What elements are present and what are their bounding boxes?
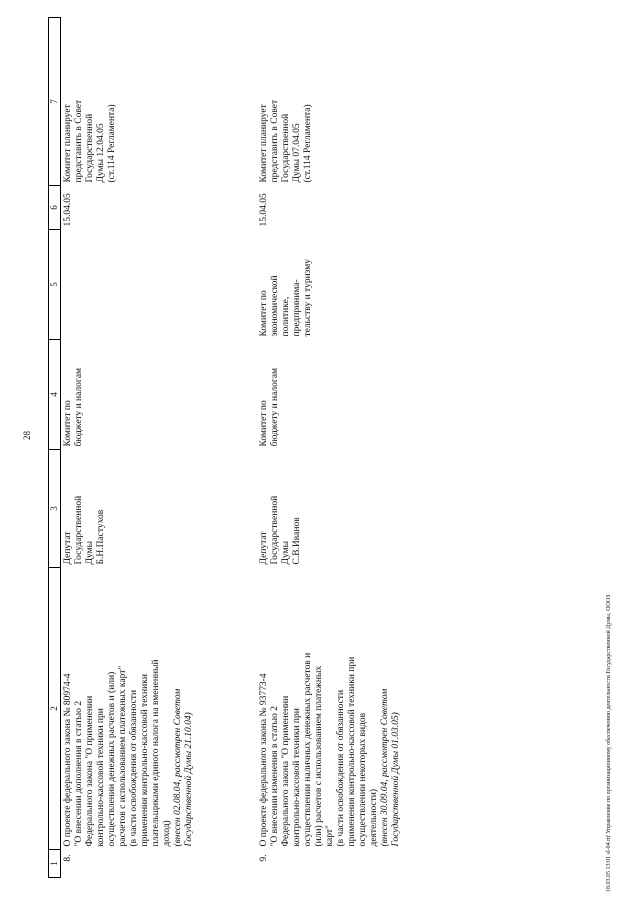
text-line: Федерального закона "О применении [85, 695, 95, 847]
text-line: Государственной [85, 113, 95, 183]
text-line: (в части освобождения от обязанности [129, 689, 139, 847]
text-line: предпринима- [291, 279, 302, 337]
column-header-2: 2 [49, 568, 61, 850]
text-line: "О внесении дополнения в статью 2 [74, 700, 84, 847]
plan-cell [257, 18, 507, 186]
text-line: применения контрольно-кассовой техники [140, 674, 150, 847]
text-line: Комитет планирует [63, 104, 73, 183]
date-cell: 15.04.05 [63, 193, 73, 227]
text-line: расчетов с использованием платежных карт" [118, 665, 128, 847]
author-cell [61, 450, 257, 568]
text-line: Комитет по [63, 400, 73, 447]
header-row [49, 18, 61, 878]
text-line: Государственной [269, 495, 280, 565]
text-line: (или) расчетов с использованием платежных [313, 665, 324, 847]
author-cell [257, 450, 507, 568]
text-line: контрольно-кассовой техники при [96, 708, 106, 847]
text-line: Б.Н.Пастухов [96, 509, 106, 565]
text-line: (внесен 30.09.04, рассмотрен Советом [379, 688, 390, 847]
text-line: Федерального закона "О применении [280, 695, 291, 847]
text-line: Думы 07.04.05 [291, 123, 302, 183]
plan-cell [61, 18, 257, 186]
text-line: осуществлении денежных расчетов и (или) [107, 671, 117, 847]
co-committee-cell [61, 230, 257, 340]
bill-description-cell [257, 568, 507, 850]
text-line: (в части освобождения от обязанности [335, 689, 346, 847]
rotated-document [48, 18, 598, 878]
text-line: Государственной [74, 495, 84, 565]
text-line: (ст.114 Регламента) [302, 104, 313, 183]
column-header-7: 7 [49, 18, 61, 186]
text-line: О проекте федерального закона № 80974-4 [63, 673, 73, 847]
text-line: С.В.Иванов [291, 517, 302, 565]
column-header-5: 5 [49, 230, 61, 340]
text-line: плательщиками единого налога на вмененный [151, 659, 161, 847]
column-header-3: 3 [49, 450, 61, 568]
text-line: представить в Совет [74, 99, 84, 183]
responsible-committee-cell [257, 340, 507, 450]
text-line: доход) [162, 820, 172, 847]
row-number-cell: 9. [258, 854, 269, 862]
text-line: Думы [85, 541, 95, 565]
text-line: бюджету и налогам [74, 367, 84, 447]
table-row [257, 18, 507, 878]
text-line: Думы 12.04.05 [96, 123, 106, 183]
co-committee-cell [257, 230, 507, 340]
responsible-committee-cell [61, 340, 257, 450]
text-line: Комитет по [258, 400, 269, 447]
page-number: 28 [22, 431, 32, 440]
text-line: Депутат [63, 531, 73, 565]
table-row [61, 18, 257, 878]
footer-text: 18.03.05 13:01 sl-04.rtf Управление по организационному обеспечению деятельности Государственной Думы, ОООЗ [606, 594, 612, 892]
text-line: тельству и туризму [302, 258, 313, 337]
column-header-4: 4 [49, 340, 61, 450]
text-line: осуществлении наличных денежных расчетов и [302, 652, 313, 847]
text-line: карт" [324, 825, 335, 847]
bill-description-cell [61, 568, 257, 850]
text-line: осуществлении некоторых видов [357, 712, 368, 847]
text-line: применения контрольно-кассовой техники при [346, 656, 357, 847]
text-line: представить в Совет [269, 99, 280, 183]
text-line: деятельности) [368, 788, 379, 847]
row-number-cell: 8. [63, 854, 73, 862]
column-header-6: 6 [49, 186, 61, 230]
text-line: Государственной Думы 01.03.05) [390, 712, 401, 847]
text-line: Комитет по [258, 290, 269, 337]
text-line: политике, [280, 296, 291, 337]
text-line: Государственной Думы 21.10.04) [184, 712, 194, 847]
text-line: Депутат [258, 531, 269, 565]
text-line: "О внесении изменения в статью 2 [269, 706, 280, 847]
text-line: Думы [280, 541, 291, 565]
text-line: Комитет планирует [258, 104, 269, 183]
text-line: экономической [269, 275, 280, 337]
text-line: контрольно-кассовой техники при [291, 708, 302, 847]
text-line: Государственной [280, 113, 291, 183]
text-line: (внесен 02.08.04, рассмотрен Советом [173, 688, 183, 847]
text-line: О проекте федерального закона № 93773-4 [258, 673, 269, 847]
text-line: (ст.114 Регламента) [107, 104, 117, 183]
text-line: бюджету и налогам [269, 367, 280, 447]
date-cell: 15.04.05 [258, 193, 269, 227]
column-header-1: 1 [49, 850, 61, 878]
bills-table [48, 17, 507, 878]
